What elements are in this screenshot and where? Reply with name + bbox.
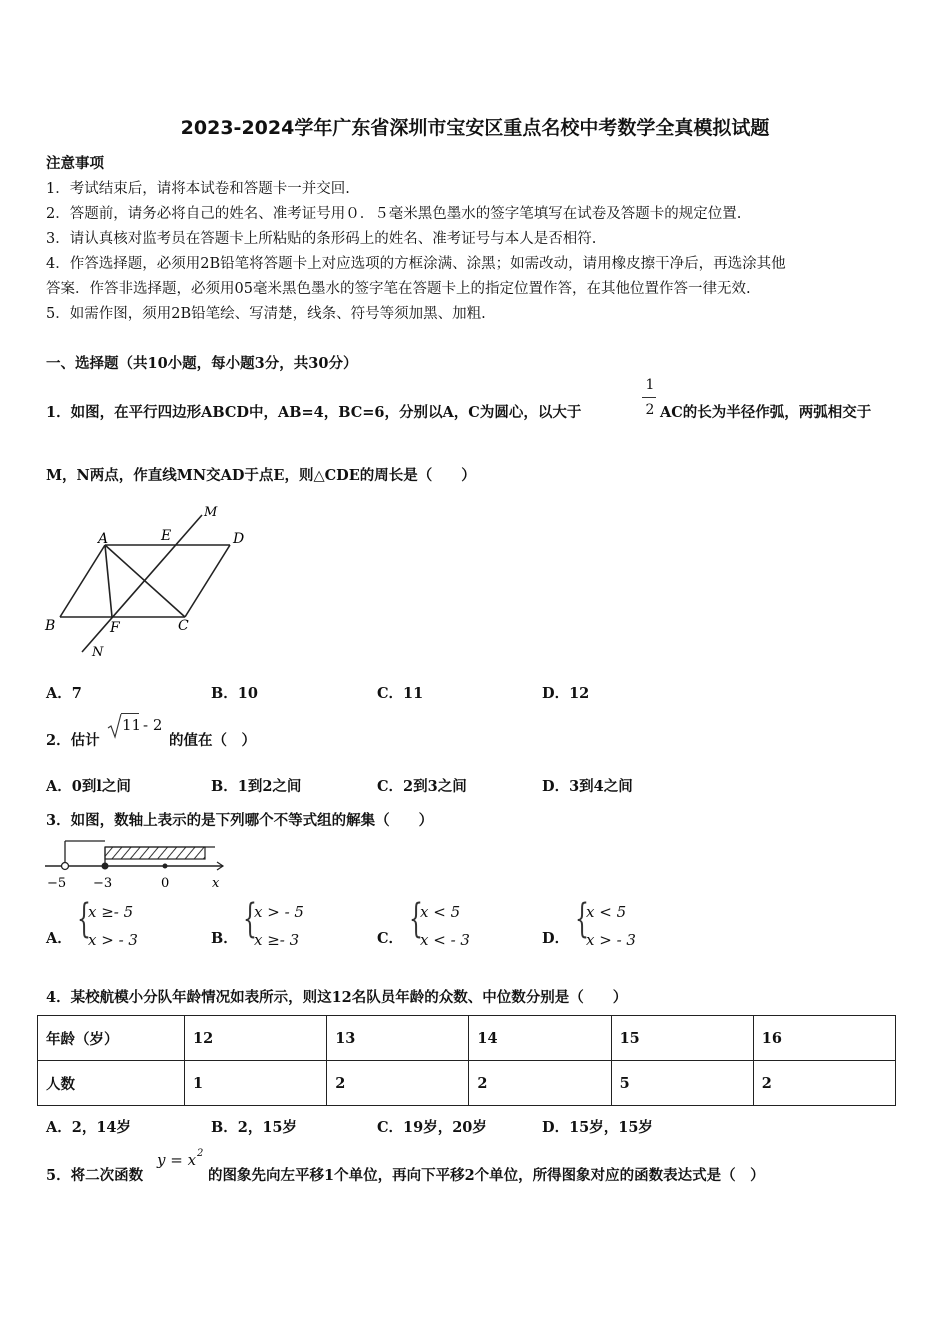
q5-exponent: 2 bbox=[197, 1148, 204, 1159]
table-cell: 5 bbox=[611, 1061, 753, 1106]
q2-option-c: C．2到3之间 bbox=[377, 778, 467, 795]
q1-figure bbox=[40, 500, 250, 665]
notice-item: 2．答题前，请务必将自己的姓名、准考证号用０．５毫米黑色墨水的签字笔填写在试卷及答题卡的规定位置. bbox=[46, 206, 742, 222]
table-cell: 13 bbox=[327, 1016, 469, 1061]
table-cell: 16 bbox=[753, 1016, 895, 1061]
q2-radicand: 11 bbox=[122, 716, 142, 734]
notice-item: 5．如需作图，须用2B铅笔绘、写清楚，线条、符号等须加黑、加粗. bbox=[46, 306, 486, 322]
q3-option-c-label: C． bbox=[377, 930, 404, 947]
q4-text: 4．某校航模小分队年龄情况如表所示，则这12名队员年龄的众数、中位数分别是（ ） bbox=[46, 989, 628, 1006]
notice-item: 4．作答选择题，必须用2B铅笔将答题卡上对应选项的方框涂满、涂黑；如需改动，请用橡皮擦干净后，再选涂其他 bbox=[46, 256, 786, 272]
sqrt-sign bbox=[107, 712, 123, 742]
notice-item: 1．考试结束后，请将本试卷和答题卡一并交回. bbox=[46, 181, 350, 197]
axis-label-x: x bbox=[212, 876, 220, 891]
q4-option-c: C．19岁，20岁 bbox=[377, 1119, 487, 1136]
q4-option-a: A．2，14岁 bbox=[46, 1119, 132, 1136]
q1-text-line2: M，N两点，作直线MN交AD于点E，则△CDE的周长是（ ） bbox=[46, 467, 476, 484]
table-cell: 2 bbox=[753, 1061, 895, 1106]
q5-text-cont: 的图象先向左平移1个单位，再向下平移2个单位，所得图象对应的函数表达式是（ ） bbox=[208, 1167, 765, 1184]
axis-label-neg5: −5 bbox=[47, 876, 67, 891]
q3-option-c-line1: x < 5 bbox=[420, 903, 461, 921]
q3-option-c-line2: x < - 3 bbox=[420, 931, 470, 949]
label-f: F bbox=[110, 620, 120, 636]
label-e: E bbox=[161, 528, 172, 544]
frac-bar bbox=[642, 397, 656, 398]
table-cell: 2 bbox=[327, 1061, 469, 1106]
q3-option-a-label: A． bbox=[46, 930, 72, 947]
q2-minus: - 2 bbox=[143, 716, 163, 734]
q4-option-d: D．15岁，15岁 bbox=[542, 1119, 653, 1136]
q3-option-b-line1: x > - 5 bbox=[254, 903, 304, 921]
q5-formula: y = x bbox=[157, 1151, 197, 1169]
table-cell-label: 人数 bbox=[38, 1061, 185, 1106]
notice-item: 答案．作答非选择题，必须用05毫米黑色墨水的签字笔在答题卡上的指定位置作答，在其他位置作答一律无效. bbox=[46, 281, 751, 297]
q2-option-b: B．1到2之间 bbox=[211, 778, 302, 795]
q2-text: 2．估计 bbox=[46, 732, 100, 749]
page-title: 2023-2024学年广东省深圳市宝安区重点名校中考数学全真模拟试题 bbox=[180, 117, 770, 139]
notice-item: 3．请认真核对监考员在答题卡上所粘贴的条形码上的姓名、准考证号与本人是否相符. bbox=[46, 231, 597, 247]
q3-option-a-line1: x ≥- 5 bbox=[88, 903, 134, 921]
brace-icon: { bbox=[77, 896, 91, 942]
axis-label-zero: 0 bbox=[161, 876, 170, 891]
q3-option-d-line1: x < 5 bbox=[586, 903, 627, 921]
q2-option-a: A．0到l之间 bbox=[46, 778, 131, 795]
q5-text: 5．将二次函数 bbox=[46, 1167, 144, 1184]
label-d: D bbox=[233, 531, 245, 547]
label-m: M bbox=[204, 505, 218, 520]
q1-frac-den: 2 bbox=[645, 402, 655, 418]
table-cell-label: 年龄（岁） bbox=[38, 1016, 185, 1061]
table-row bbox=[38, 1016, 896, 1061]
q1-option-d: D．12 bbox=[542, 685, 590, 702]
q3-option-d-label: D． bbox=[542, 930, 570, 947]
q3-option-b-line2: x ≥- 3 bbox=[254, 931, 300, 949]
axis-label-neg3: −3 bbox=[93, 876, 113, 891]
q3-text: 3．如图，数轴上表示的是下列哪个不等式组的解集（ ） bbox=[46, 812, 434, 829]
sqrt-bar bbox=[121, 713, 139, 714]
brace-icon: { bbox=[243, 896, 257, 942]
q4-option-b: B．2，15岁 bbox=[211, 1119, 298, 1136]
q1-text: 1．如图，在平行四边形ABCD中，AB=4，BC=6，分别以A，C为圆心，以大于 bbox=[46, 404, 582, 421]
q2-option-d: D．3到4之间 bbox=[542, 778, 633, 795]
table-cell: 1 bbox=[185, 1061, 327, 1106]
q3-number-line bbox=[40, 835, 230, 893]
q1-option-c: C．11 bbox=[377, 685, 424, 702]
notice-heading: 注意事项 bbox=[46, 155, 104, 172]
q1-text-cont: AC的长为半径作弧，两弧相交于 bbox=[660, 404, 872, 421]
table-cell: 14 bbox=[469, 1016, 611, 1061]
q3-option-d-line2: x > - 3 bbox=[586, 931, 636, 949]
brace-icon: { bbox=[409, 896, 423, 942]
q2-text-cont: 的值在（ ） bbox=[169, 732, 256, 749]
q1-option-a: A．7 bbox=[46, 685, 82, 702]
q1-option-b: B．10 bbox=[211, 685, 258, 702]
table-cell: 12 bbox=[185, 1016, 327, 1061]
label-c: C bbox=[178, 618, 189, 634]
table-cell: 2 bbox=[469, 1061, 611, 1106]
brace-icon: { bbox=[575, 896, 589, 942]
age-table bbox=[37, 1015, 896, 1106]
q1-frac-num: 1 bbox=[645, 377, 655, 393]
q3-option-a-line2: x > - 3 bbox=[88, 931, 138, 949]
q3-option-b-label: B． bbox=[211, 930, 238, 947]
section-heading: 一、选择题（共10小题，每小题3分，共30分） bbox=[46, 355, 358, 372]
table-cell: 15 bbox=[611, 1016, 753, 1061]
label-b: B bbox=[45, 618, 56, 634]
table-row bbox=[38, 1061, 896, 1106]
label-a: A bbox=[98, 531, 109, 547]
label-n: N bbox=[92, 645, 104, 660]
